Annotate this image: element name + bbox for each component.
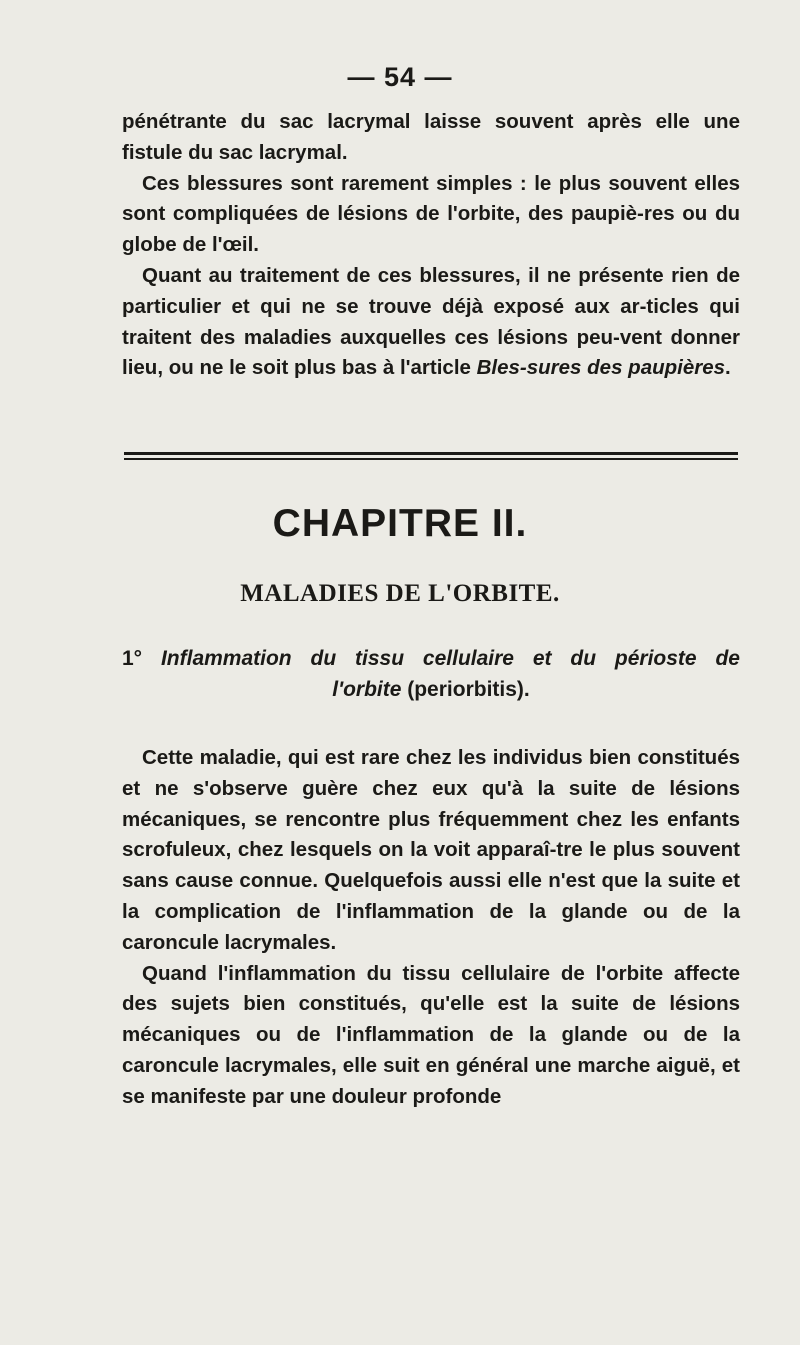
paragraph-continuation: pénétrante du sac lacrymal laisse souvent après elle une fistule du sac lacrymal. xyxy=(122,110,740,164)
paragraph-maladie: Cette maladie, qui est rare chez les individus bien constitués et ne s'observe guère chez eux qu'à la suite de lésions mécaniques, se rencontre plus fréquemment chez les enfants scrofuleux, chez lesquels on la voit apparaî-tre le plus souvent sans cause connue. Quelquefois aussi elle n'est que la suite et la complication de l'inflammation de la glande ou de la caroncule lacrymales. xyxy=(122,746,740,954)
section-title-orbite: l'orbite xyxy=(332,678,402,701)
paragraph-blessures: Ces blessures sont rarement simples : le plus souvent elles sont compliquées de lésions de l'orbite, des paupiè-res ou du globe de l'œil. xyxy=(122,171,740,257)
chapter-title: CHAPITRE II. xyxy=(272,502,528,545)
paragraph-traitement-text: Quant au traitement de ces blessures, il ne présente rien de particulier et qui ne se trouve déjà exposé aux ar-ticles qui traitent des maladies auxquelles ces lésions peu-vent donner lieu, ou ne le soit plus bas à l'article xyxy=(122,263,740,380)
paragraph-traitement xyxy=(122,261,740,384)
section-heading xyxy=(122,643,740,705)
divider-rule-thick xyxy=(124,452,738,455)
section-number: 1° xyxy=(122,647,143,670)
section-heading-line2 xyxy=(122,674,740,705)
paragraph-traitement-italic-ref: Bles-sures des paupières xyxy=(476,356,726,380)
section-heading-line1 xyxy=(122,643,740,674)
paragraph-traitement-end: . xyxy=(725,356,731,380)
body-text-block xyxy=(122,743,740,1113)
divider-rule-thin xyxy=(124,458,738,460)
section-title: Inflammation du tissu cellulaire et du périoste de xyxy=(160,647,740,670)
chapter-subtitle: MALADIES DE L'ORBITE. xyxy=(240,580,560,607)
section-title-latin: (periorbitis). xyxy=(401,678,530,701)
paragraph-inflammation: Quand l'inflammation du tissu cellulaire de l'orbite affecte des sujets bien constitués, qu'elle est la suite de lésions mécaniques ou de l'inflammation de la glande ou de la caroncule lacrymales, elle suit en général une marche aiguë, et se manifeste par une douleur profonde xyxy=(122,961,740,1108)
page-number: — 54 — xyxy=(347,62,453,92)
top-text-block xyxy=(122,107,740,384)
